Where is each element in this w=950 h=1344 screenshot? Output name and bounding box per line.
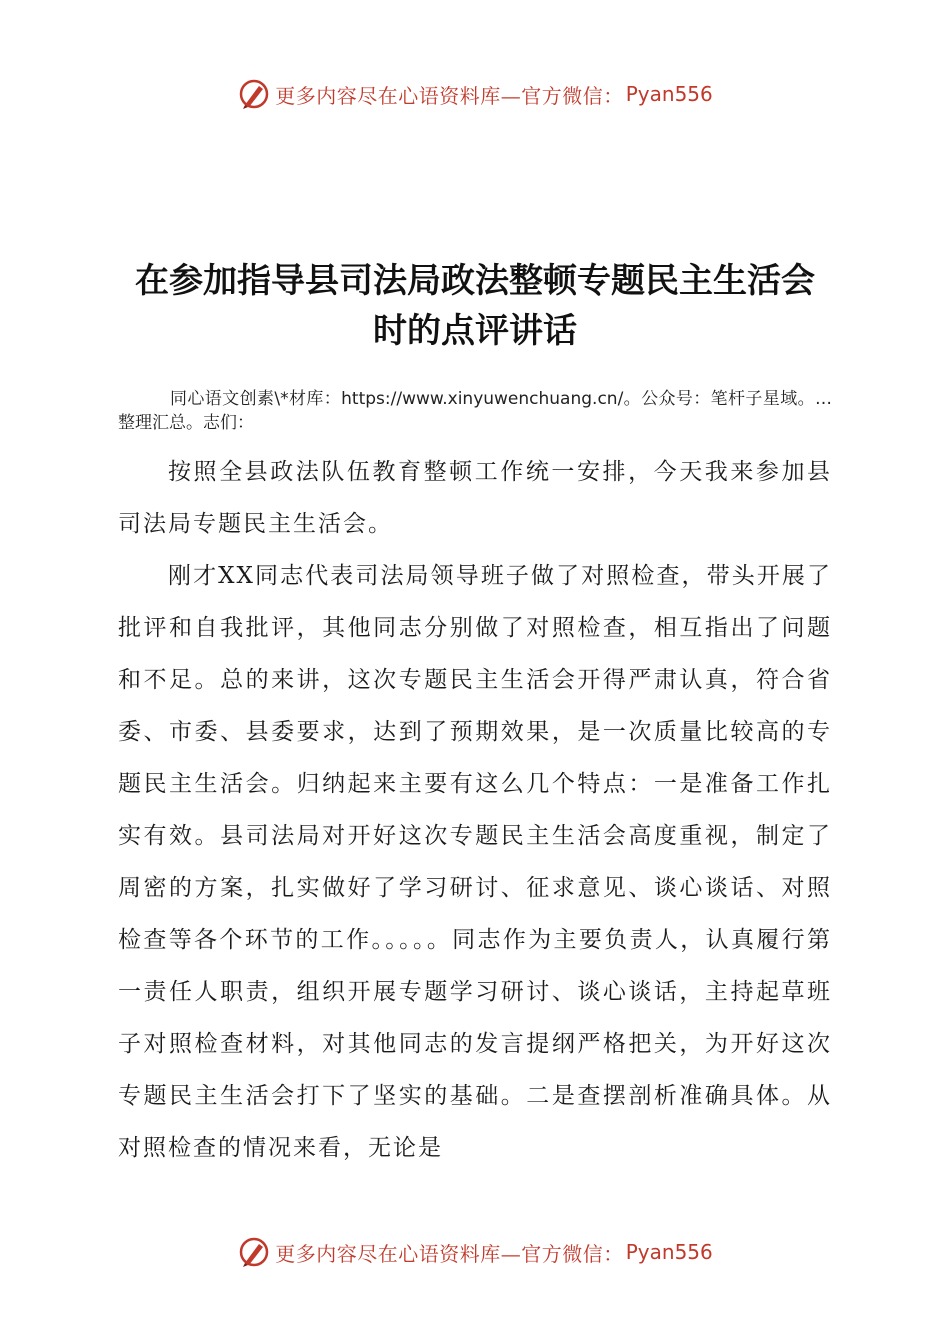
header-banner: [0, 74, 950, 114]
footer-banner: [0, 1232, 950, 1272]
document-body: [118, 446, 832, 1174]
header-slogan: 更多内容尽在心语资料库—官方微信：: [275, 83, 624, 108]
pen-logo-icon: [237, 1235, 271, 1269]
title-line-1: 在参加指导县司法局政法整顿专题民主生活会: [135, 261, 815, 301]
footer-slogan: 更多内容尽在心语资料库—官方微信：: [275, 1241, 624, 1266]
source-note: 同心语文创素\*材库：https://www.xinyuwenchuang.cn/。公众号：笔杆子星域。…整理汇总。志们：: [118, 389, 832, 433]
pen-logo-icon: [237, 77, 271, 111]
paragraph: 刚才XX同志代表司法局领导班子做了对照检查，带头开展了批评和自我批评，其他同志分别做了对照检查，相互指出了问题和不足。总的来讲，这次专题民主生活会开得严肃认真，符合省委、市委、县委要求，达到了预期效果，是一次质量比较高的专题民主生活会。归纳起来主要有这么几个特点：一是准备工作扎实有效。县司法局对开好这次专题民主生活会高度重视，制定了周密的方案，扎实做好了学习研讨、征求意见、谈心谈话、对照检查等各个环节的工作。。。。。同志作为主要负责人，认真履行第一责任人职责，组织开展专题学习研讨、谈心谈话，主持起草班子对照检查材料，对其他同志的发言提纲严格把关，为开好这次专题民主生活会打下了坚实的基础。二是查摆剖析准确具体。从对照检查的情况来看，无论是: [118, 563, 832, 1161]
header-contact: Pyan556: [625, 82, 713, 106]
paragraph: 按照全县政法队伍教育整顿工作统一安排，今天我来参加县司法局专题民主生活会。: [118, 459, 832, 537]
title-line-2: 时的点评讲话: [373, 311, 577, 351]
document-title: [100, 256, 850, 356]
footer-contact: Pyan556: [625, 1240, 713, 1264]
